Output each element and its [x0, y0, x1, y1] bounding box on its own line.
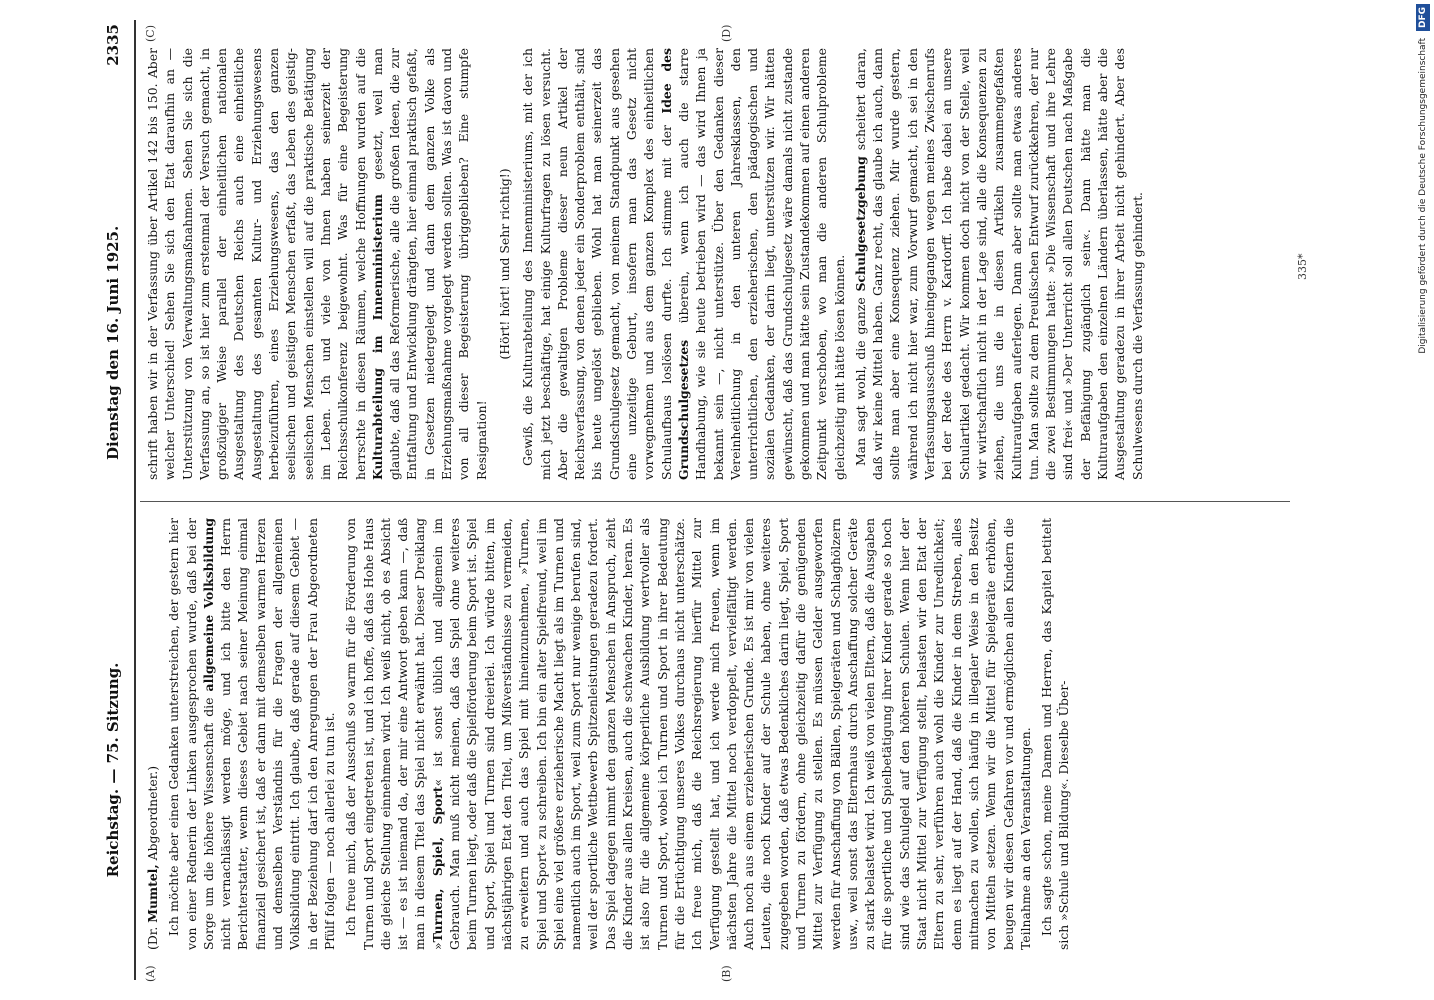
speaker-prefix: (Dr.	[145, 926, 160, 950]
side-credit-text: Digitalisierung gefördert durch die Deutsche Forschungsgemeinschaft	[1418, 37, 1428, 354]
speaker-suffix: )	[145, 765, 160, 771]
right-paragraph-2	[519, 48, 848, 480]
page-number: 2335	[104, 24, 122, 66]
right-paragraph-1	[144, 48, 490, 480]
header-rule	[134, 20, 136, 980]
margin-marker-d: (D)	[720, 24, 733, 42]
text-run: « ist sonst üblich und allgemein im Gebrauch. Man muß nicht meinen, daß das Spiel ohne weiteres beim Turnen liegt, oder daß die Spielförderung beim Sport ist. Spiel und Sport, Spiel und Turnen sind dreierlei. Ich würde bitten, im nächstjährigen Etat den Titel, um Mißverständnisse zu vermeiden, zu erweitern und auch das Spiel mit hineinzunehmen, »Turnen, Spiel und Sport« zu schreiben. Ich bin ein alter Spielfreund, weil im Spiel eine viel größere erzieherische Macht liegt als im Turnen und namentlich auch im Sport, weil zum Sport nur wenige berufen sind, weil der sportliche Wettbewerb Spitzenleistungen geradezu fordert. Das Spiel dagegen nimmt den ganzen Menschen in Anspruch, zieht die Kinder aus allen Kreisen, auch die schwachen Kinder, heran. Es ist also für die allgemeine körperliche Ausbildung wertvoller als Turnen und Sport, wobei ich Turnen und Sport in ihrer Bedeutung für die Ertüchtigung unseres Volkes durchaus nicht unterschätze. Ich freue mich, daß die Reichsregierung hierfür Mittel zur Verfügung gestellt hat, und ich werde mich freuen, wenn im nächsten Jahre die Mittel noch verdoppelt, vervielfältigt werden. Auch noch aus einem erzieherischen Grunde. Es ist mir von vielen Leuten, die noch Kinder auf der Schule haben, ohne weiteres zugegeben worden, daß etwas Bedenkliches darin liegt, Spiel, Sport und Turnen zu fördern, ohne gleichzeitig dafür die genügenden Mittel zur Verfügung zu stellen. Es müssen Gelder ausgeworfen werden für Anschaffung von Bällen, Spielgeräten und Schlaghölzern usw., weil sonst das Elternhaus durch Anschaffung solcher Geräte zu stark belastet wird. Ich weiß von vielen Eltern, daß die Ausgaben für die sportliche und Spielbetätigung ihrer Kinder gerade so hoch sind wie das Schulgeld auf den höheren Schulen. Wenn hier der Staat nicht Mittel zur Verfügung stellt, belasten wir den Etat der Eltern zu sehr, verführen auch wohl die Kinder zur Unredlichkeit; denn es liegt auf der Hand, daß die Kinder in dem Streben, alles mitmachen zu wollen, sich häufig in illegaler Weise in den Besitz von Mitteln setzen. Wenn wir die Mittel für Spielgeräte erhöhen, beugen wir diesen Gefahren vor und ermöglichen allen Kindern die Teilnahme an den Veranstaltungen.	[429, 518, 1033, 950]
side-credit	[1416, 4, 1430, 994]
text-run: scheitert daran, daß wir keine Mittel haben. Ganz recht, das glaube ich auch, dann sollte man aber eine Konsequenz ziehen. Mir wurde gestern, während ich nicht hier war, zum Vorwurf gemacht, ich sei in den Verfassungsausschuß hineingegangen wegen meines Zwischenrufs bei der Rede des Herrn v. Kardorff. Ich habe dabei an unsere Schulartikel gedacht. Wir kommen doch nicht von der Stelle, weil wir wirtschaftlich nicht in der Lage sind, alle die Konsequenzen zu ziehen, die uns die in diesen Artikeln zusammengefaßten Kulturaufgaben auferlegen. Dann aber sollte man etwas anderes tun. Man sollte zu dem Preußischen Entwurf zurückkehren, der nur die zwei Bestimmungen hatte: »Die Wissenschaft und ihre Lehre sind frei« und »Der Unterricht soll allen Deutschen nach Maßgabe der Befähigung zugänglich sein«. Dann hätte man die Kulturaufgaben den einzelnen Ländern überlassen, hätte aber die Ausgestaltung geradezu in ihrer Arbeit nicht gehindert. Aber des Schulwesens durch die Verfassung gehindert.	[852, 48, 1145, 480]
speaker-role: Abgeordneter.	[145, 770, 160, 861]
margin-marker-c: (C)	[144, 25, 157, 42]
emphasis-run: Idee des Grundschulgesetzes	[658, 48, 691, 480]
text-run: schrift haben wir in der Verfassung über Artikel 142 bis 150. Aber welcher Unterschied! Sehen Sie sich den Etat daraufhin an — Unterstützung von Verwaltungsmaßnahmen. Sehen Sie sich die Verfassung an, so ist hier zum erstenmal der Versuch gemacht, in großzügiger Weise parallel der einheitlichen nationalen Ausgestaltung des Deutschen Reichs auch eine einheitliche Ausgestaltung des gesamten Kultur- und Erziehungswesens herbeizuführen, eines Erziehungswesens, das den ganzen seelischen und geistigen Menschen erfaßt, das Leben des geistig-seelischen Menschen einstellen will auf die praktische Betätigung im Leben. Ich und viele von Ihnen haben seinerzeit der Reichsschulkonferenz beigewohnt. Was für eine Begeisterung herrschte in diesen Räumen, welche Hoffnungen wurden auf die	[145, 48, 368, 480]
speaker-name: Mumtel,	[145, 864, 160, 923]
document-page	[100, 20, 1320, 980]
dfg-logo: DFG	[1416, 4, 1430, 31]
footer-page-number: 335*	[1296, 253, 1309, 280]
column-divider	[140, 501, 1290, 502]
text-run: Man sagt wohl, die ganze	[852, 291, 868, 466]
text-run: Ich möchte aber einen Gedanken unterstreichen, der gestern hier von einer Rednerin der Linken ausgesprochen wurde, daß bei der Sorge um die höhere Wissenschaft die	[166, 518, 216, 950]
emphasis-run: allgemeine Volksbildung	[200, 517, 216, 692]
right-column	[144, 48, 1150, 480]
margin-marker-b: (B)	[720, 965, 733, 982]
right-paragraph-3	[852, 48, 1146, 480]
left-paragraph-1	[165, 518, 338, 950]
text-run: Gewiß, die Kulturabteilung des Innenministeriums, mit der ich mich jetzt beschäftige, hat einige Kulturfragen zu lösen versucht. Aber die gewaltigen Probleme dieser neun Artikel der Reichsverfassung, von denen jeder ein Sonderproblem enthält, sind bis heute ungelöst geblieben. Wohl hat man seinerzeit das Grundschulgesetz gemacht, von meinem Standpunkt aus gesehen eine unzeitige Geburt, insofern man das Gesetz nicht vorwegnehmen und aus dem ganzen Komplex des einheitlichen Schulaufbaus loslösen durfte. Ich stimme mit der	[520, 48, 674, 480]
interjection: (Hört! hört! und Sehr richtig!)	[496, 168, 512, 360]
emphasis-run: Schulgesetzgebung	[852, 156, 868, 292]
text-run: gesetzt, weil man glaubte, daß all das Reformerische, alle die großen Ideen, die zur Entfaltung und Entwicklung drängten, hier einmal praktisch gefaßt, in Gesetzen niedergelegt und dann dem ganzen Volke als Erziehungsmaßnahme vorgelegt werden sollten. Was ist davon und von all dieser Begeisterung übriggeblieben? Eine stumpfe Resignation!	[369, 48, 489, 480]
text-run: Ich freue mich, daß der Ausschuß so warm für die Förderung von Turnen und Sport eingetreten ist, und ich hoffe, daß das Hohe Haus die gleiche Stellung einnehmen wird. Ich weiß nicht, ob es Absicht ist — es ist niemand da, der mir eine Antwort geben kann —, daß man in diesem Titel das Spiel nicht erwähnt hat. Dieser Dreiklang »	[343, 518, 445, 950]
text-run: nicht vernachlässigt werden möge, und ich bitte den Herrn Berichterstatter, wenn dieses Gebiet nach seiner Meinung einmal finanziell gesichert ist, daß er dann mit demselben warmen Herzen und demselben Verständnis für die Fragen der allgemeinen Volksbildung eintritt. Ich glaube, daß gerade auf diesem Gebiet — in der Beziehung darf ich den Anregungen der Frau Abgeordneten Pfülf folgen — noch allerlei zu tun ist.	[218, 518, 337, 950]
page-header-left: Reichstag. — 75. Sitzung.	[104, 662, 122, 878]
left-column	[144, 518, 1077, 950]
side-credit-text-wrap	[1416, 4, 1430, 994]
left-paragraph-2	[342, 518, 1034, 950]
emphasis-run: Turnen, Spiel, Sport	[429, 786, 445, 943]
speaker-line	[144, 518, 161, 950]
page-header-date: Dienstag den 16. Juni 1925.	[104, 225, 122, 460]
left-paragraph-3: Ich sagte schon, meine Damen und Herren, das Kapitel betitelt sich »Schule und Bildung«. Dieselbe Über-	[1039, 518, 1072, 950]
margin-marker-a: (A)	[144, 965, 157, 982]
text-run: überein, wenn ich auch die starre Handhabung, wie sie heute betrieben wird — das wird Ihnen ja bekannt sein —, nicht unterstütze. Über den Gedanken dieser Vereinheitlichung in den unteren Jahresklassen, den unterrichtlichen, den erzieherischen, den pädagogischen und sozialen Gedanken, der darin liegt, unterstützen wir. Wir hätten gewünscht, daß das Grundschulgesetz wäre damals nicht zustande gekommen und man hätte sein Zustandekommen auf einen anderen Zeitpunkt verschoben, wo man die anderen Schulprobleme gleichzeitig mit hätte lösen können.	[675, 48, 847, 480]
emphasis-run: Kulturabteilung im Innenministerium	[369, 194, 385, 480]
